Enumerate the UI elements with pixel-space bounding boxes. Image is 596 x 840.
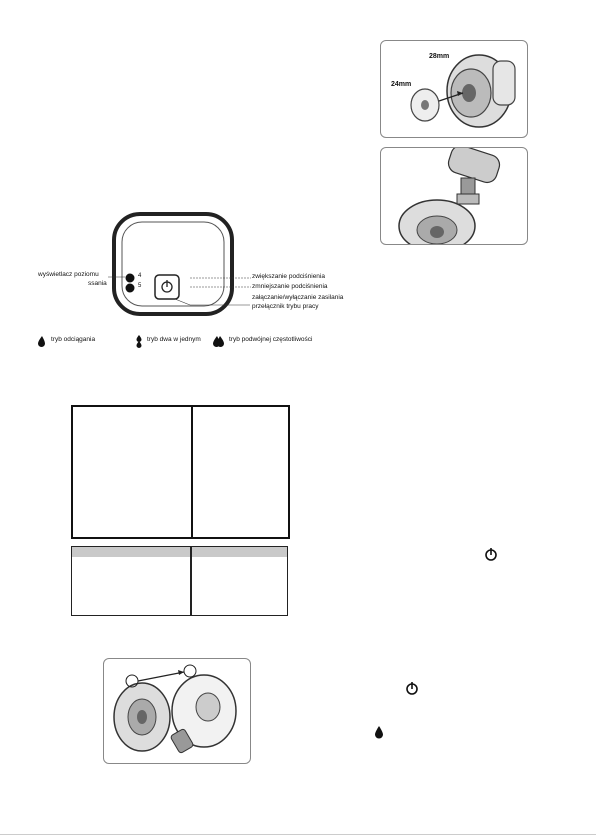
spec-table-divider <box>191 407 193 537</box>
level-display-label-2: ssania <box>88 280 107 287</box>
device-outline <box>30 205 330 355</box>
small-table-divider <box>190 547 192 615</box>
power-label: załączanie/wyłączanie zasilania <box>252 294 344 301</box>
footer-rule <box>0 834 596 835</box>
flange-photo <box>380 40 528 138</box>
power-icon-lower <box>405 681 419 695</box>
display-symbol-1: 4 <box>138 273 142 279</box>
display-symbol-2: 5 <box>138 283 142 289</box>
increase-vacuum-label: zwiększanie podciśnienia <box>252 273 325 280</box>
decrease-vacuum-label: zmniejszanie podciśnienia <box>252 283 328 290</box>
mode-switch-label: przełącznik trybu pracy <box>252 303 319 310</box>
alignment-photo <box>103 658 251 764</box>
specification-table <box>71 405 290 539</box>
assembly-photo <box>380 147 528 245</box>
small-table-header <box>72 547 287 557</box>
level-display-label: wyświetlacz poziomu <box>38 271 99 278</box>
control-panel-diagram <box>30 205 344 355</box>
mode-double-freq-label: tryb podwójnej częstotliwości <box>229 336 313 343</box>
power-icon <box>484 547 498 561</box>
mode-expression-label: tryb odciągania <box>51 336 96 343</box>
flange-24-label: 24mm <box>391 81 412 88</box>
flange-illustration <box>381 41 527 137</box>
small-table <box>71 546 288 616</box>
drop-icon <box>373 725 385 739</box>
mode-two-in-one-label: tryb dwa w jednym <box>147 336 201 343</box>
flange-28-label: 28mm <box>429 53 450 60</box>
assembly-illustration <box>381 148 527 244</box>
alignment-illustration <box>104 659 250 763</box>
